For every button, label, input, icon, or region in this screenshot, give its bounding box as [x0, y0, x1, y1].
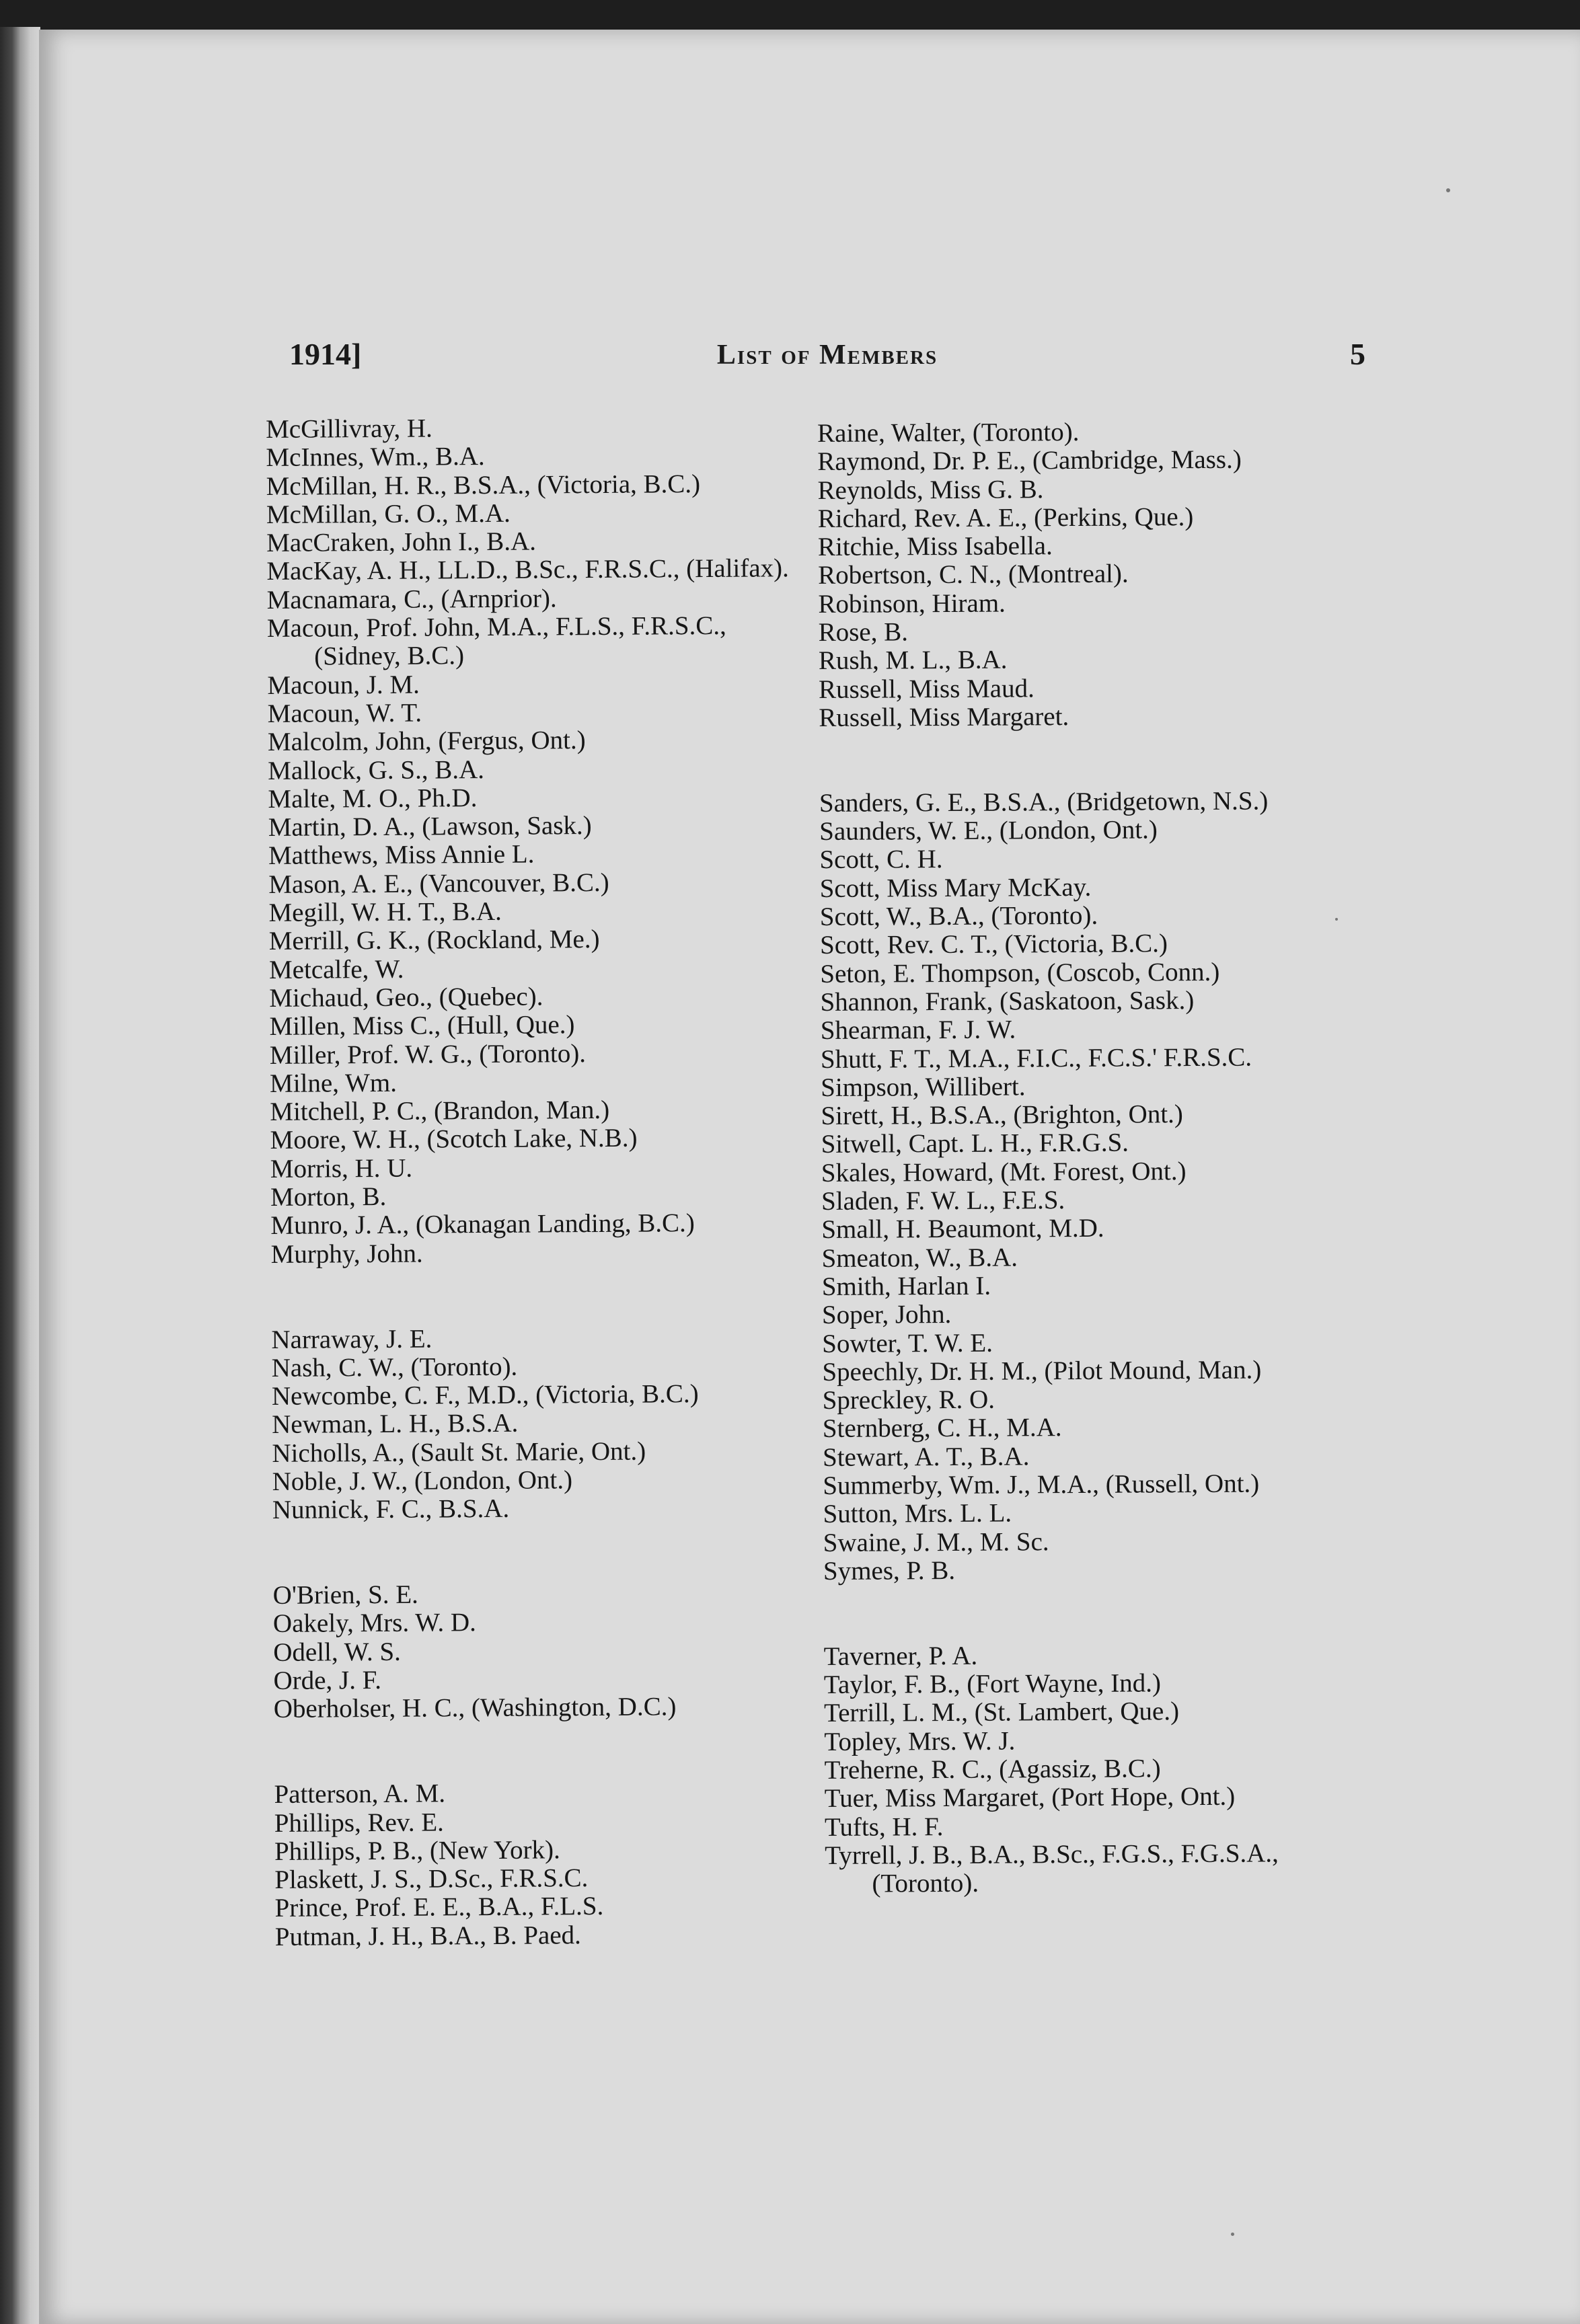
member-entry: Prince, Prof. E. E., B.A., F.L.S.: [274, 1892, 604, 1923]
group-spacer: [272, 1522, 811, 1582]
member-entry: McMillan, H. R., B.S.A., (Victoria, B.C.): [266, 469, 701, 501]
member-entry: Newman, L. H., B.S.A.: [272, 1409, 519, 1440]
member-entry: Moore, W. H., (Scotch Lake, N.B.): [270, 1124, 638, 1155]
member-entry: Putman, J. H., B.A., B. Paed.: [274, 1920, 581, 1951]
member-entry: Macoun, W. T.: [267, 698, 422, 728]
member-group-t: [824, 1640, 1363, 1899]
member-group-o: [273, 1578, 812, 1723]
member-entry: Smith, Harlan I.: [821, 1271, 991, 1301]
member-entry: Macoun, Prof. John, M.A., F.L.S., F.R.S.C., (Sidney, B.C.): [266, 611, 726, 671]
member-entry: MacCraken, John I., B.A.: [266, 527, 537, 558]
member-entry: Shannon, Frank, (Saskatoon, Sask.): [820, 986, 1195, 1017]
member-entry: MacKay, A. H., LL.D., B.Sc., F.R.S.C., (Halifax).: [266, 553, 789, 586]
member-entry: Topley, Mrs. W. J.: [824, 1726, 1016, 1756]
member-entry: Scott, Miss Mary McKay.: [819, 872, 1092, 903]
member-entry: Speechly, Dr. H. M., (Pilot Mound, Man.): [822, 1355, 1262, 1387]
member-entry: Millen, Miss C., (Hull, Que.): [269, 1010, 575, 1042]
member-entry: Russell, Miss Margaret.: [819, 702, 1069, 732]
member-entry: Malte, M. O., Ph.D.: [268, 783, 478, 814]
member-entry: Sirett, H., B.S.A., (Brighton, Ont.): [821, 1099, 1183, 1131]
member-entry: O'Brien, S. E.: [272, 1580, 418, 1611]
member-entry: Stewart, A. T., B.A.: [822, 1442, 1030, 1472]
member-entry: Spreckley, R. O.: [822, 1385, 995, 1416]
binding-gutter: [0, 27, 40, 2324]
group-spacer: [274, 1721, 813, 1781]
member-entry: Scott, W., B.A., (Toronto).: [819, 900, 1098, 932]
member-entry: Nunnick, F. C., B.S.A.: [272, 1494, 510, 1525]
member-entry: Megill, W. H. T., B.A.: [268, 896, 502, 928]
page-number: 5: [1350, 337, 1365, 371]
member-entry: Martin, D. A., (Lawson, Sask.): [268, 811, 592, 843]
member-entry: McGillivray, H.: [265, 414, 432, 444]
member-entry: McMillan, G. O., M.A.: [266, 498, 511, 529]
left-column: [266, 412, 813, 1951]
paper-speck: [1231, 2233, 1234, 2236]
member-entry: Malcolm, John, (Fergus, Ont.): [267, 726, 586, 757]
member-entry: McInnes, Wm., B.A.: [266, 442, 485, 473]
member-entry: Sanders, G. E., B.S.A., (Bridgetown, N.S.): [819, 786, 1269, 818]
group-spacer: [819, 730, 1357, 789]
member-entry: Tyrrell, J. B., B.A., B.Sc., F.G.S., F.G.S.A., (Toronto).: [825, 1838, 1279, 1898]
member-group-n: [271, 1323, 811, 1525]
member-entry: Summerby, Wm. J., M.A., (Russell, Ont.): [823, 1469, 1260, 1500]
member-entry: Rush, M. L., B.A.: [818, 645, 1008, 676]
member-entry: Richard, Rev. A. E., (Perkins, Que.): [817, 502, 1194, 533]
paper-speck: [1446, 188, 1450, 192]
member-entry: Scott, C. H.: [819, 845, 943, 875]
member-entry: Swaine, J. M., M. Sc.: [823, 1526, 1049, 1557]
member-entry: Raine, Walter, (Toronto).: [817, 417, 1080, 448]
member-entry: Matthews, Miss Annie L.: [268, 840, 535, 871]
member-entry: Oakely, Mrs. W. D.: [272, 1608, 476, 1639]
member-entry: Scott, Rev. C. T., (Victoria, B.C.): [819, 929, 1168, 960]
member-entry: Macnamara, C., (Arnprior).: [266, 584, 557, 615]
member-entry: Merrill, G. K., (Rockland, Me.): [268, 925, 600, 956]
member-entry: Patterson, A. M.: [274, 1779, 446, 1810]
member-entry: Morris, H. U.: [270, 1153, 413, 1184]
member-entry: Miller, Prof. W. G., (Toronto).: [269, 1038, 587, 1070]
running-header: [289, 336, 1365, 383]
member-entry: Ritchie, Miss Isabella.: [817, 531, 1053, 562]
paper-speck: [1335, 918, 1338, 921]
member-entry: Metcalfe, W.: [268, 954, 404, 984]
member-entry: Mallock, G. S., B.A.: [268, 754, 485, 785]
member-entry: Rose, B.: [818, 617, 909, 648]
member-entry: Plaskett, J. S., D.Sc., F.R.S.C.: [274, 1863, 589, 1895]
member-entry: Soper, John.: [821, 1300, 952, 1330]
member-entry: Seton, E. Thompson, (Coscob, Conn.): [820, 957, 1220, 989]
member-entry: Sladen, F. W. L., F.E.S.: [821, 1186, 1065, 1216]
member-entry: Phillips, P. B., (New York).: [274, 1835, 560, 1866]
member-entry: Michaud, Geo., (Quebec).: [269, 982, 543, 1013]
member-entry: Robinson, Hiram.: [818, 588, 1006, 619]
member-entry: Newcombe, C. F., M.D., (Victoria, B.C.): [271, 1379, 699, 1411]
member-entry: Sitwell, Capt. L. H., F.R.G.S.: [821, 1128, 1129, 1159]
member-entry: Skales, Howard, (Mt. Forest, Ont.): [821, 1156, 1187, 1188]
member-entry: Mason, A. E., (Vancouver, B.C.): [268, 867, 609, 899]
member-entry: Tufts, H. F.: [824, 1812, 944, 1842]
member-entry: Shutt, F. T., M.A., F.I.C., F.C.S.' F.R.S.C.: [820, 1042, 1252, 1074]
member-entry: Sowter, T. W. E.: [822, 1328, 993, 1358]
member-entry: Narraway, J. E.: [271, 1324, 432, 1354]
group-spacer: [823, 1583, 1361, 1643]
member-entry: Murphy, John.: [270, 1239, 423, 1269]
member-entry: Taylor, F. B., (Fort Wayne, Ind.): [823, 1668, 1162, 1700]
member-entry: Oberholser, H. C., (Washington, D.C.): [273, 1692, 677, 1724]
member-entry: Milne, Wm.: [269, 1068, 398, 1098]
member-entry: Mitchell, P. C., (Brandon, Man.): [270, 1095, 610, 1127]
member-entry: Noble, J. W., (London, Ont.): [272, 1465, 573, 1496]
header-year: 1914]: [289, 337, 362, 371]
header-title: List of Members: [716, 340, 938, 371]
member-entry: Phillips, Rev. E.: [274, 1807, 444, 1838]
member-entry: Small, H. Beaumont, M.D.: [821, 1214, 1104, 1245]
right-column: [817, 417, 1363, 1899]
member-group-m: [266, 412, 809, 1269]
member-entry: Robertson, C. N., (Montreal).: [818, 559, 1129, 590]
member-entry: Saunders, W. E., (London, Ont.): [819, 815, 1158, 847]
member-entry: Taverner, P. A.: [823, 1641, 978, 1671]
member-entry: Russell, Miss Maud.: [818, 673, 1034, 704]
group-spacer: [271, 1266, 810, 1325]
member-entry: Macoun, J. M.: [267, 670, 420, 700]
member-entry: Morton, B.: [270, 1182, 387, 1212]
member-entry: Sternberg, C. H., M.A.: [822, 1413, 1062, 1444]
member-entry: Sutton, Mrs. L. L.: [823, 1498, 1012, 1529]
member-group-r: [817, 417, 1357, 732]
member-entry: Shearman, F. J. W.: [820, 1015, 1016, 1046]
member-entry: Raymond, Dr. P. E., (Cambridge, Mass.): [817, 444, 1242, 477]
member-entry: Munro, J. A., (Okanagan Landing, B.C.): [270, 1208, 695, 1241]
member-entry: Treherne, R. C., (Agassiz, B.C.): [824, 1754, 1161, 1785]
member-entry: Nicholls, A., (Sault St. Marie, Ont.): [272, 1436, 646, 1468]
member-entry: Odell, W. S.: [273, 1637, 401, 1667]
member-group-s: [819, 787, 1361, 1586]
member-entry: Terrill, L. M., (St. Lambert, Que.): [823, 1697, 1180, 1728]
member-group-p: [274, 1777, 813, 1951]
member-entry: Tuer, Miss Margaret, (Port Hope, Ont.): [824, 1782, 1236, 1814]
member-entry: Orde, J. F.: [273, 1666, 382, 1696]
member-entry: Simpson, Willibert.: [821, 1072, 1026, 1102]
member-entry: Nash, C. W., (Toronto).: [271, 1352, 518, 1383]
member-entry: Symes, P. B.: [823, 1555, 956, 1586]
member-entry: Reynolds, Miss G. B.: [817, 474, 1044, 505]
member-entry: Smeaton, W., B.A.: [821, 1243, 1018, 1273]
